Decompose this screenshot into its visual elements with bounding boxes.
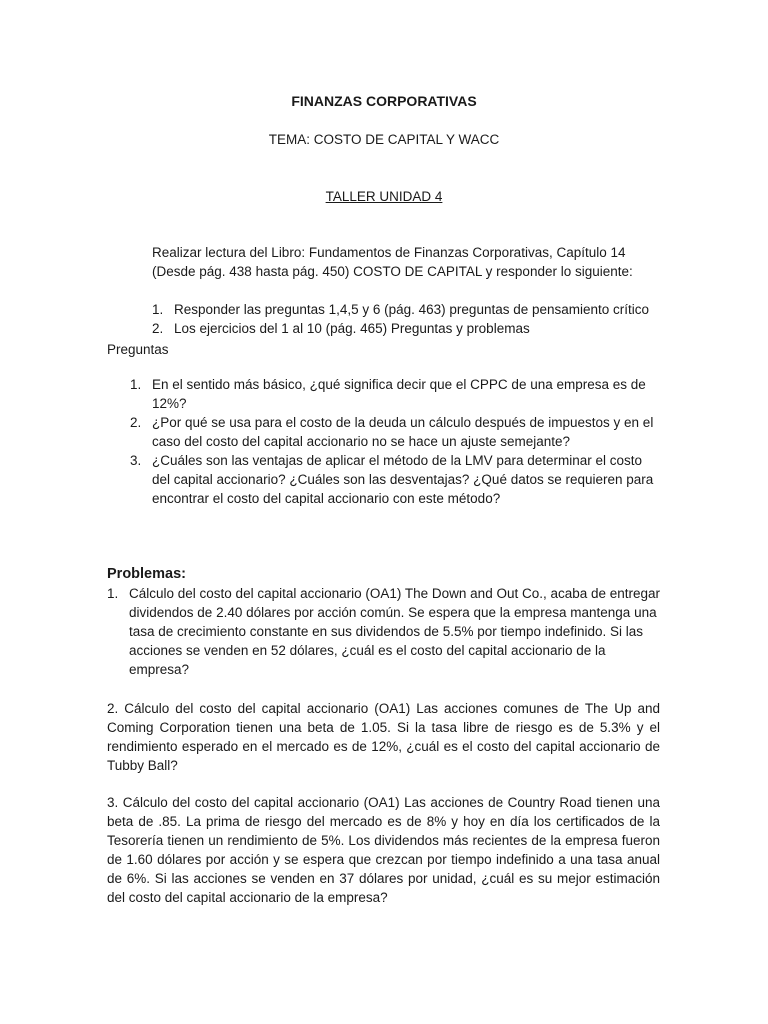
task-item — [152, 300, 694, 319]
task-item — [152, 319, 694, 338]
question-item — [130, 375, 662, 413]
workshop-title: TALLER UNIDAD 4 — [325, 189, 443, 204]
problems-heading: Problemas: — [107, 566, 186, 582]
problem-number: 1. — [107, 586, 119, 601]
problem-2-paragraph: 2. Cálculo del costo del capital accionario (OA1) Las acciones comunes de The Up and Coming Corporation tienen una beta de 1.05. Si la tasa libre de riesgo es de 5.3% y el rendimiento esperado en el mercado es de 12%, ¿cuál es el costo del capital accionario de Tubby Ball? — [107, 701, 660, 773]
question-text: ¿Cuáles son las ventajas de aplicar el método de la LMV para determinar el costo del capital accionario? ¿Cuáles son las desventajas? ¿Qué datos se requieren para encontrar el costo del capital accionario con este método? — [152, 453, 654, 506]
problem-list — [107, 584, 662, 679]
problem-text: Cálculo del costo del capital accionario (OA1) The Down and Out Co., acaba de entregar dividendos de 2.40 dólares por acción común. Se espera que la empresa mantenga una tasa de crecimiento constante en sus dividendos de 5.5% por tiempo indefinido. Si las acciones se venden en 52 dólares, ¿cuál es el costo del capital accionario de la empresa? — [129, 586, 661, 677]
question-text: En el sentido más básico, ¿qué significa decir que el CPPC de una empresa es de 12%? — [152, 377, 646, 411]
task-list — [152, 300, 694, 338]
document-title: FINANZAS CORPORATIVAS — [291, 93, 477, 109]
question-number: 3. — [130, 453, 142, 468]
question-list — [130, 375, 662, 508]
task-text: Los ejercicios del 1 al 10 (pág. 465) Preguntas y problemas — [174, 321, 530, 336]
problem-item — [107, 584, 662, 679]
problem-3-paragraph: 3. Cálculo del costo del capital accionario (OA1) Las acciones de Country Road tienen una beta de .85. La prima de riesgo del mercado es de 8% y hoy en día los certificados de la Tesorería tienen un rendimiento de 5%. Los dividendos más recientes de la empresa fueron de 1.60 dólares por acción y se espera que crezcan por tiempo indefinido a una tasa anual de 6%. Si las acciones se venden en 37 dólares por unidad, ¿cuál es su mejor estimación del costo del capital accionario de la empresa? — [107, 795, 660, 905]
question-item — [130, 451, 662, 508]
question-item — [130, 413, 662, 451]
task-number: 1. — [152, 302, 164, 317]
task-number: 2. — [152, 321, 164, 336]
intro-paragraph: Realizar lectura del Libro: Fundamentos de Finanzas Corporativas, Capítulo 14 (Desde pág. 438 hasta pág. 450) COSTO DE CAPITAL y responder lo siguiente: — [152, 245, 633, 279]
document-subtitle: TEMA: COSTO DE CAPITAL Y WACC — [268, 132, 500, 147]
task-text: Responder las preguntas 1,4,5 y 6 (pág. 463) preguntas de pensamiento crítico — [174, 302, 650, 317]
question-text: ¿Por qué se usa para el costo de la deuda un cálculo después de impuestos y en el caso del costo del capital accionario no se hace un ajuste semejante? — [152, 415, 654, 449]
question-number: 1. — [130, 377, 142, 392]
question-number: 2. — [130, 415, 142, 430]
questions-heading: Preguntas — [107, 342, 169, 357]
